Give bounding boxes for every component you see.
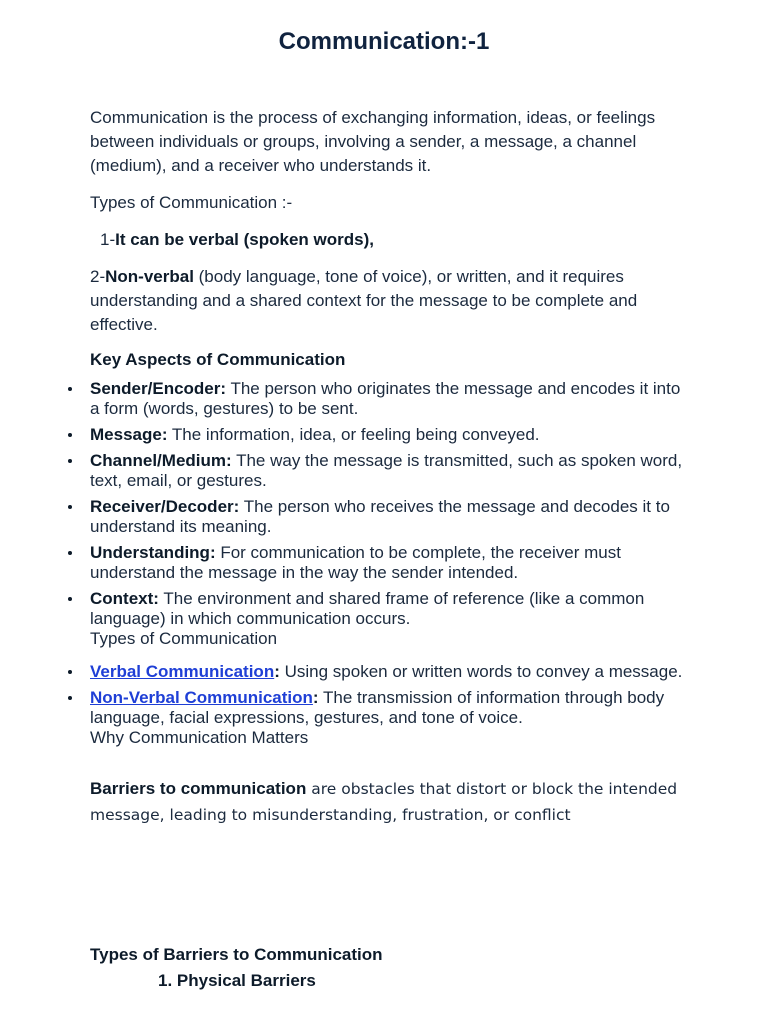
key-aspects-list [90,379,690,649]
list-item [90,497,690,537]
list-item-desc: The way the message is transmitted, such as spoken word, text, email, or gestures. [90,451,683,490]
list-item-desc: The information, idea, or feeling being conveyed. [167,425,540,444]
type-nonverbal [90,265,690,337]
barriers-paragraph [90,776,690,828]
list-item [90,543,690,583]
page-title: Communication:-1 [278,28,490,55]
barriers-text: are obstacles that distort or block the intended message, leading to misunderstanding, frustration, or conflict [90,780,678,824]
list-item-desc: The person who originates the message and encodes it into a form (words, gestures) to be sent. [90,379,681,418]
list-item-term: Receiver/Decoder: [90,497,240,516]
list-item-colon: : [312,688,319,707]
type-nonverbal-term: Non-verbal [105,267,194,286]
list-item [90,425,690,445]
barrier-item-number: 1. [158,971,173,990]
list-item [90,589,690,629]
list-item-colon: : [274,662,280,681]
list-item-term: Understanding: [90,543,216,562]
list-item-term: Channel/Medium: [90,451,232,470]
type-nonverbal-text: (body language, tone of voice), or written, and it requires understanding and a shared context for the message to be complete and effective. [90,267,638,334]
type-verbal [100,228,700,252]
list-item-desc: The transmission of information through body language, facial expressions, gestures, and tone of voice. [90,688,665,727]
type-verbal-text: It can be verbal (spoken words), [115,230,374,249]
list-item-term: Sender/Encoder: [90,379,227,398]
barrier-types-heading: Types of Barriers to Communication [90,945,383,964]
types-list [90,662,690,748]
list-item-desc: The environment and shared frame of reference (like a common language) in which communication occurs. [90,589,645,628]
why-matters-subheading: Why Communication Matters [90,728,309,747]
list-item [90,379,690,419]
intro-paragraph: Communication is the process of exchanging information, ideas, or feelings between individuals or groups, involving a sender, a message, a channel (medium), and a receiver who understands it. [90,108,656,175]
list-item-term: Message: [90,425,168,444]
list-item-desc: For communication to be complete, the receiver must understand the message in the way the sender intended. [90,543,621,582]
list-item-desc: The person who receives the message and decodes it to understand its meaning. [90,497,670,536]
types-intro: Types of Communication :- [90,193,293,212]
list-item [90,662,690,682]
list-item [90,688,690,728]
type-verbal-prefix: 1- [100,230,116,249]
nonverbal-communication-link[interactable]: Non-Verbal Communication [90,688,313,707]
types-subheading: Types of Communication [90,629,278,648]
barriers-term: Barriers to communication [90,779,307,798]
list-item-desc: Using spoken or written words to convey a message. [279,662,683,681]
list-item-term: Context: [90,589,159,608]
list-item [90,451,690,491]
type-nonverbal-prefix: 2- [90,267,106,286]
barrier-item-label: Physical Barriers [176,971,316,990]
key-aspects-heading: Key Aspects of Communication [90,350,346,369]
verbal-communication-link[interactable]: Verbal Communication [90,662,275,681]
barrier-item [158,971,316,991]
